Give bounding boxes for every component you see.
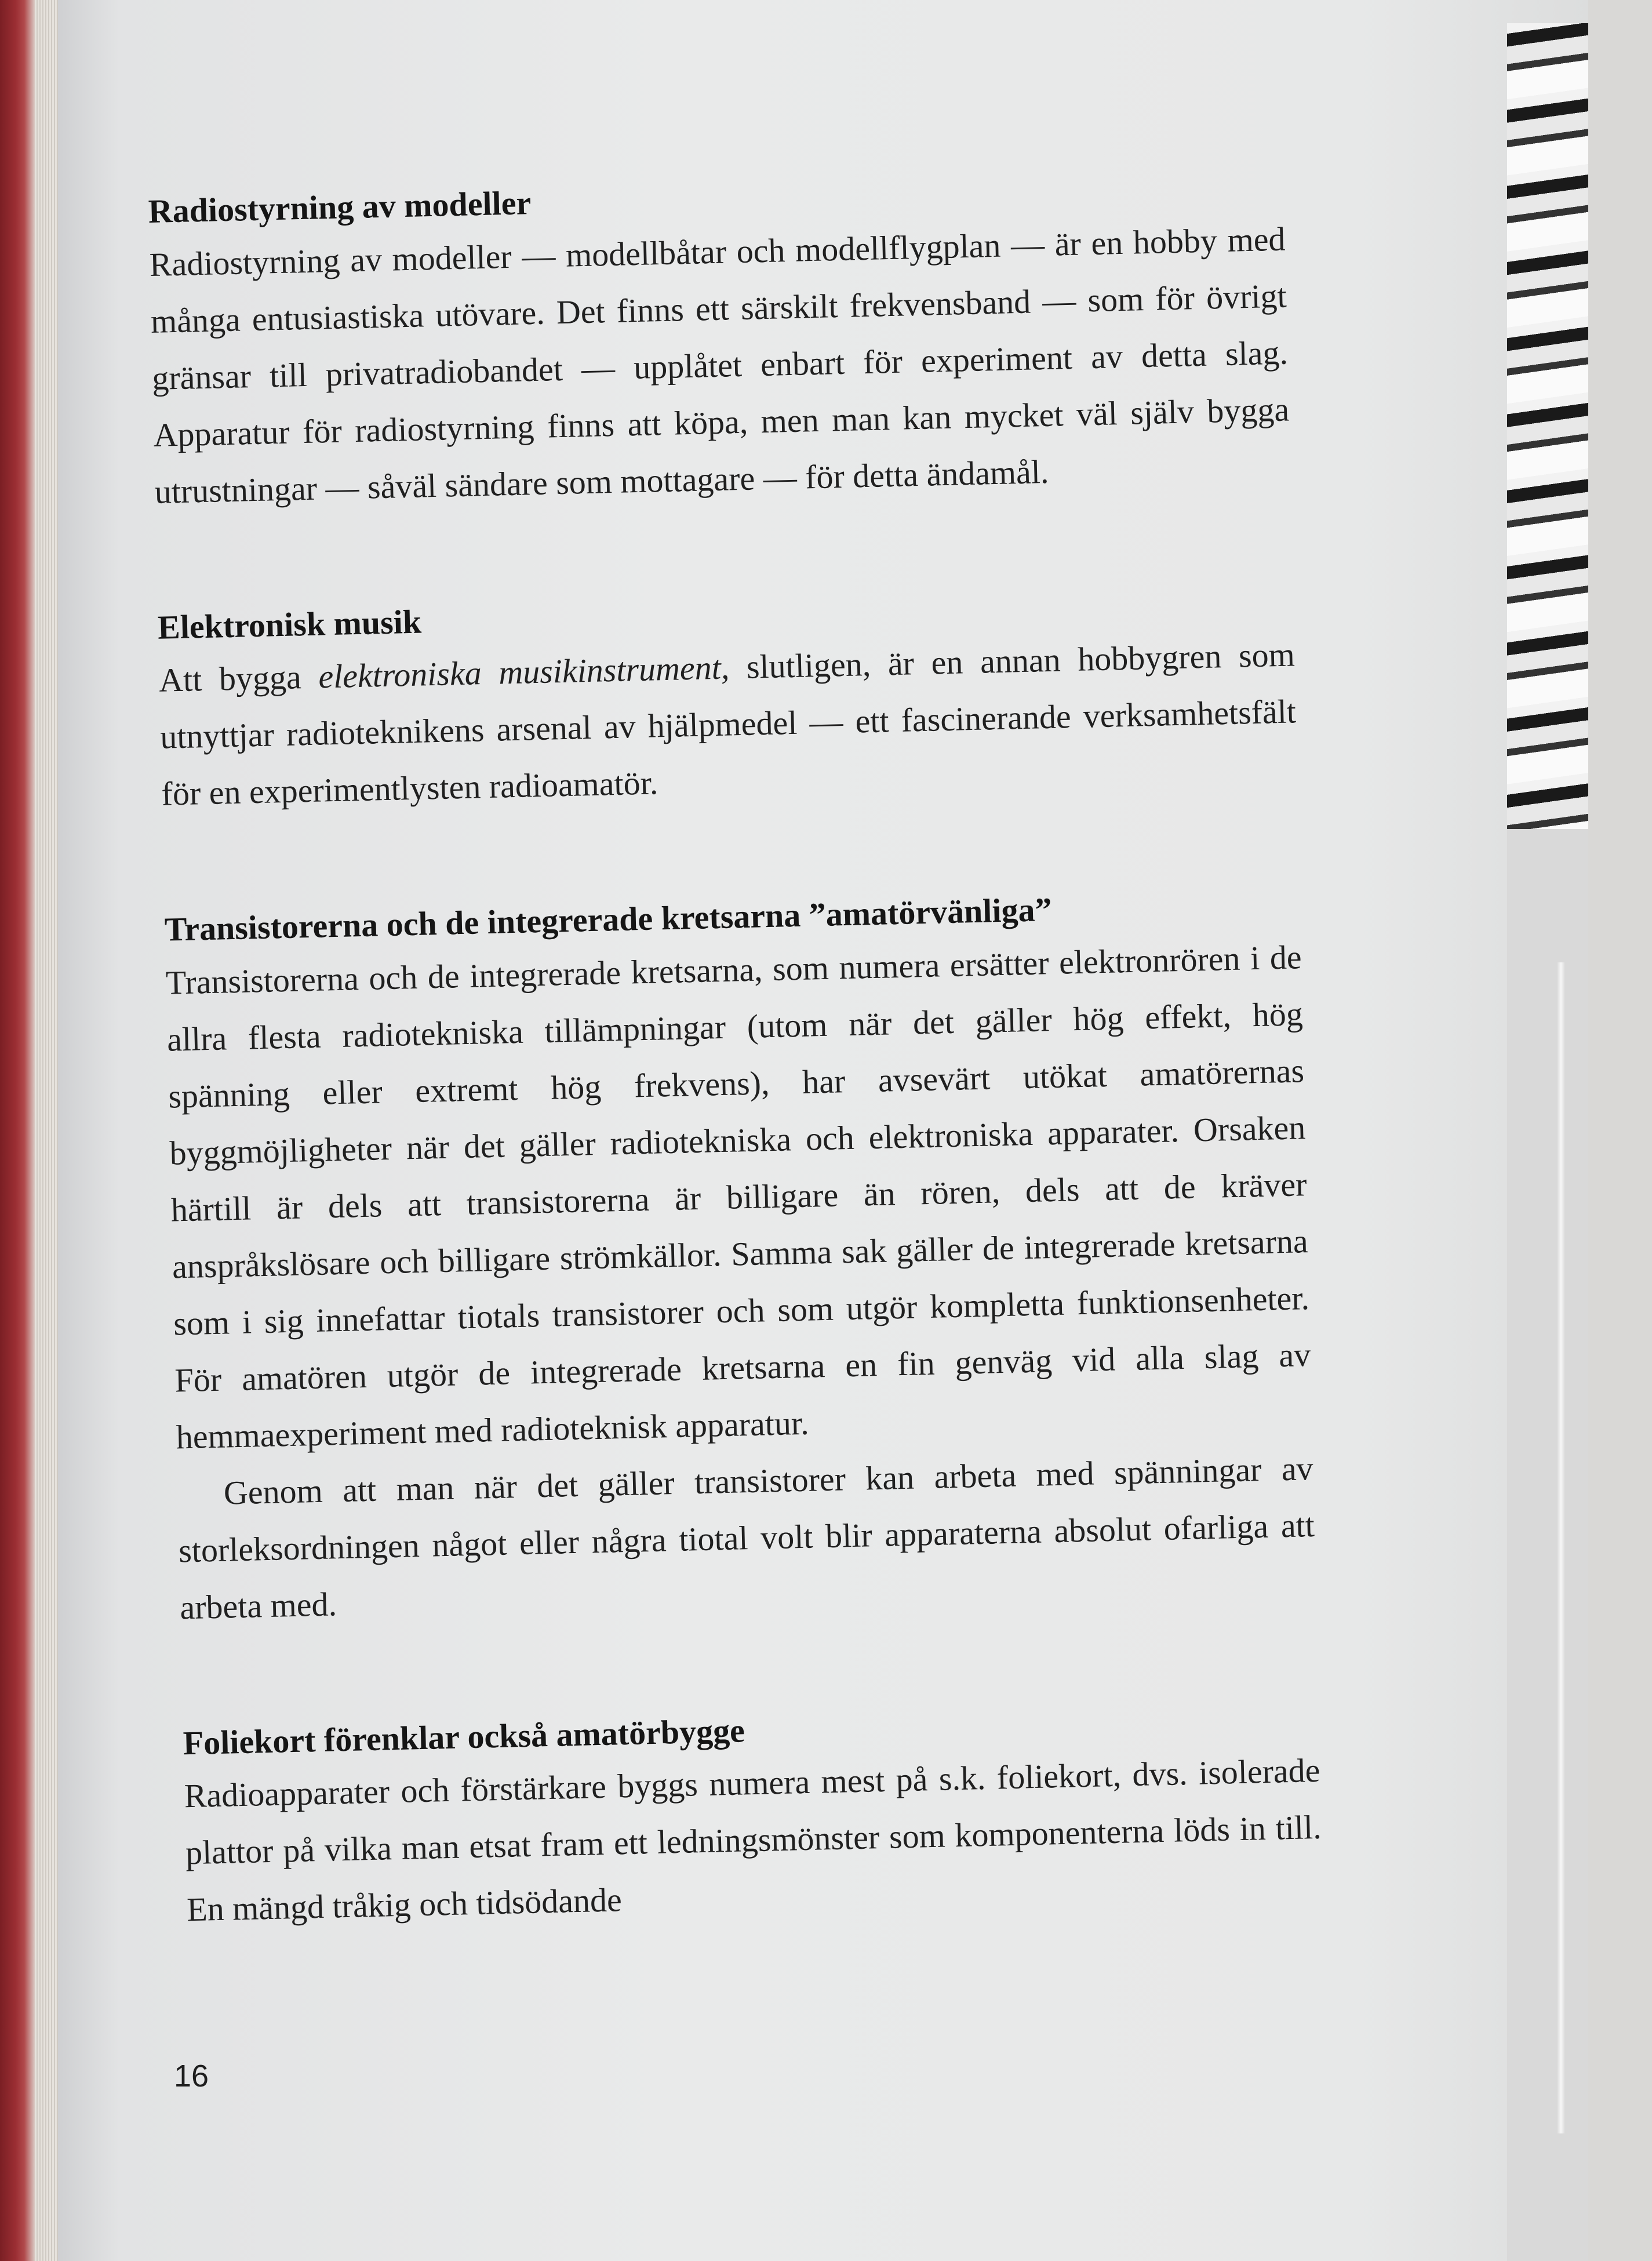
page-number: 16: [174, 2059, 209, 2093]
facing-page-photo-edge: [1507, 23, 1588, 829]
section-foliekort: [183, 1697, 1323, 1939]
paragraph-emphasis: elektroniska musikinstrument,: [318, 648, 730, 696]
section-paragraph: Transistorerna och de integrerade kretsarna, som numera ersätter elektronrören i de allra flesta radiotekniska tillämpningar (utom när det gäller hög effekt, hög spänning eller extremt hög frekvens), har avsevärt utökat amatörernas byggmöjligheter när det gäller radiotekniska och elektroniska apparater. Orsaken härtill är dels att transistorerna är billigare än rören, dels att de kräver anspråkslösare och billigare strömkällor. Samma sak gäller de integrerade kretsarna som i sig innefattar tiotals transistorer och som utgör kompletta funktionsenheter. För amatören utgör de integrerade kretsarna en fin genväg vid alla slag av hemmaexperiment med radioteknisk apparatur.: [165, 937, 1311, 1456]
page-crease: [1557, 962, 1565, 2133]
page-text: [148, 166, 1323, 1939]
section-heading: Foliekort förenklar också amatörbygge: [183, 1711, 745, 1762]
facing-page-edge: [1507, 829, 1588, 2261]
section-elektronisk-musik: [157, 581, 1298, 823]
section-heading: Radiostyrning av modeller: [148, 184, 532, 230]
section-paragraph: Genom att man när det gäller transistorer kan arbeta med spänningar av storleksordningen något eller några tiotal volt blir apparaterna absolut ofarliga att arbeta med.: [178, 1449, 1315, 1627]
paragraph-lead: Att bygga: [158, 657, 319, 699]
section-paragraph: Radiostyrning av modeller — modellbåtar och modellflygplan — är en hobby med många entusiastiska utövare. Det finns ett särskilt frekvensband — som för övrigt gränsar till privatradiobandet — upplåtet enbart för experiment av detta slag. Apparatur för radiostyrning finns att köpa, men man kan mycket väl själv bygga utrustningar — såväl sändare som mottagare — för detta ändamål.: [149, 220, 1290, 511]
book-binding: [0, 0, 35, 2261]
page-edges: [35, 0, 58, 2261]
section-heading: Transistorerna och de integrerade kretsarna ”amatörvänliga”: [164, 890, 1053, 948]
paragraph-rest: slutligen, är en annan hobbygren som utnyttjar radioteknikens arsenal av hjälpmedel — ett fascinerande verksamhetsfält för en experimentlysten radioamatör.: [159, 635, 1297, 813]
section-paragraph: [158, 627, 1298, 823]
section-paragraph: Radioapparater och förstärkare byggs numera mest på s.k. foliekort, dvs. isolerade plattor på vilka man etsat fram ett ledningsmönster som komponenterna löds in till. En mängd tråkig och tidsödande: [184, 1751, 1322, 1929]
section-radiostyrning: [148, 166, 1291, 521]
section-heading: Elektronisk musik: [157, 602, 422, 646]
section-transistorerna: [164, 884, 1316, 1636]
